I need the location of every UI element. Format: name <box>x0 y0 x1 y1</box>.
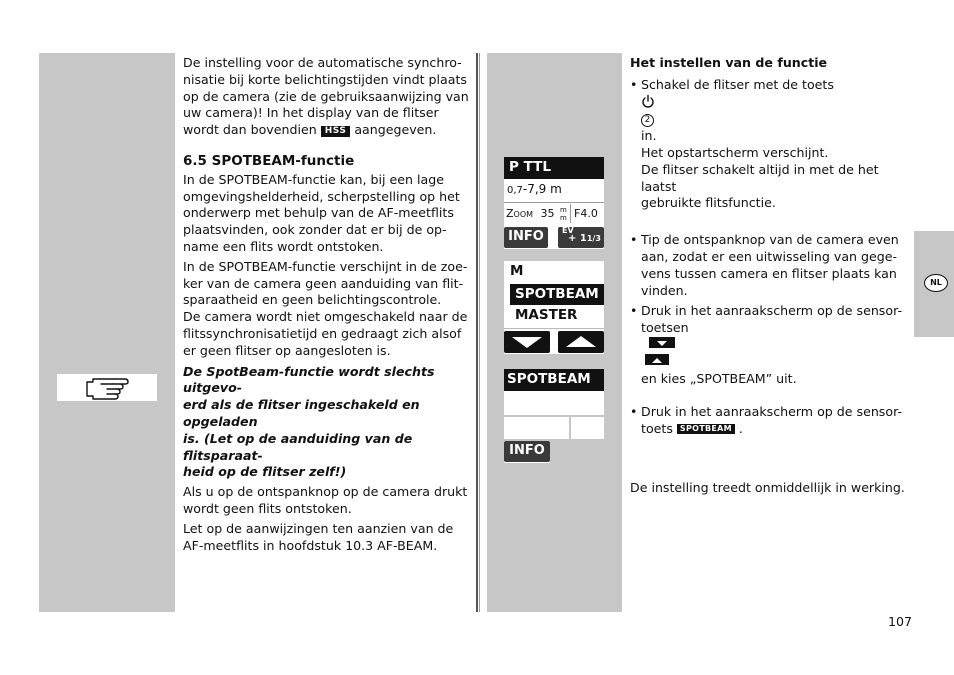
step4-text: Druk in het aanraakscherm op de sensor- toets <box>641 404 902 437</box>
step-1 <box>630 77 915 212</box>
display3-row-divider <box>504 415 604 417</box>
note-hand-icon <box>57 374 157 401</box>
info-button-spotbeam[interactable]: INFO <box>504 441 550 462</box>
paragraph-2: In de SPOTBEAM-functie verschijnt in de zoe- ker van de camera geen aanduiding van flit- sparaatheid en geen belichtingscontrole. De camera wordt niet omgeschakeld naar de flitssynchronisatietijd en gedraagt zich alsof er geen flitser op aangesloten is. <box>183 258 468 358</box>
hss-badge: HSS <box>321 126 351 137</box>
range-readout <box>507 182 562 196</box>
ev-value-main: + 1 <box>568 233 587 244</box>
triangle-up-icon <box>558 331 604 353</box>
flash-display-spotbeam <box>504 369 604 463</box>
step1-text: Schakel de flitser met de toets <box>641 76 834 92</box>
arrow-up-button[interactable] <box>558 331 604 353</box>
intro-paragraph <box>183 55 473 139</box>
flash-display-ttl <box>504 157 604 249</box>
column-divider-left <box>476 53 478 612</box>
intro-text: De instelling voor de automatische synchro- nisatie bij korte belichtingstijden vindt plaats op de camera (zie de gebruiksaanwijzing van uw camera)! In het display van de flitser wordt dan bovendien <box>183 55 469 138</box>
power-icon <box>641 94 655 108</box>
intro-text-end: aangegeven. <box>354 122 437 138</box>
paragraph-1: In de SPOTBEAM-functie kan, bij een lage omgevingshelderheid, scherpstelling op het onderwerp met behulp van de AF-meetflits plaatsvinden, ook zonder dat er bij de op- name een flits wordt ontstoken. <box>183 171 460 254</box>
page-number: 107 <box>888 614 913 629</box>
display3-col-divider <box>569 417 571 439</box>
step3-text-end: en kies „SPOTBEAM” uit. <box>641 370 797 386</box>
arrow-down-button[interactable] <box>504 331 550 353</box>
info-button[interactable]: INFO <box>504 227 548 248</box>
ev-fraction: 1/3 <box>586 234 601 243</box>
ev-button[interactable] <box>558 227 604 248</box>
step-3 <box>630 303 915 387</box>
column-divider-thin <box>479 53 480 612</box>
paragraph-4: Let op de aanwijzingen ten aanzien van de AF-meetflits in hoofdstuk 10.3 AF-BEAM. <box>183 520 454 553</box>
sensor-up-button-icon <box>645 354 669 365</box>
step1-circled-number <box>641 114 654 127</box>
note-text: De SpotBeam-functie wordt slechts uitgevo- erd als de flitser ingeschakeld en opgeladen is. (Let op de aanduiding van de flitsparaat- heid op de flitser zelf!) <box>183 363 435 480</box>
instruction-list <box>630 77 915 438</box>
zoom-value: 35 <box>540 207 555 220</box>
language-badge: NL <box>924 274 948 292</box>
aperture-value: F4.0 <box>574 207 598 220</box>
range-small: 0,7 <box>507 185 523 196</box>
triangle-down-icon <box>504 331 550 353</box>
left-text-column <box>183 55 473 554</box>
zoom-label: Zoom <box>506 207 534 220</box>
ev-value <box>568 230 601 248</box>
zoom-readout <box>506 207 555 221</box>
step3-text: Druk in het aanraakscherm op de sensor- toetsen <box>641 303 902 336</box>
step4-text-end: . <box>738 421 743 437</box>
spotbeam-badge: SPOTBEAM <box>677 424 735 434</box>
result-text: De instelling treedt onmiddellijk in werking. <box>630 479 905 495</box>
menu-item-master[interactable]: MASTER <box>515 307 578 323</box>
ev-label: EV <box>562 226 574 235</box>
section-heading: 6.5 SPOTBEAM-functie <box>183 152 355 169</box>
mode-bar: P TTL <box>504 157 604 179</box>
step-4 <box>630 404 915 438</box>
right-text-column <box>630 55 915 497</box>
menu-item-spotbeam[interactable]: SPOTBEAM <box>510 284 604 305</box>
display2-divider <box>504 328 604 329</box>
display3-bottom-gray <box>550 441 604 463</box>
range-value: -7,9 m <box>522 182 562 196</box>
menu-item-m[interactable]: M <box>510 263 524 279</box>
instructions-heading: Het instellen van de functie <box>630 55 828 70</box>
step-2: • Tip de ontspanknop van de camera even aan, zodat er een uitwisseling van gege- vens tussen camera en flitser plaats kan vinden. <box>630 232 915 299</box>
spotbeam-title-bar: SPOTBEAM <box>504 369 604 391</box>
step1-text-end: in. <box>641 128 657 144</box>
zoom-unit-bottom: m <box>560 214 567 222</box>
sensor-down-button-icon <box>649 337 675 348</box>
step1-rest: Het opstartscherm verschijnt. De flitser schakelt altijd in met de het laatst gebruikte flitsfunctie. <box>641 144 879 211</box>
flash-display-menu <box>504 261 604 354</box>
paragraph-3: Als u op de ontspanknop op de camera drukt wordt geen flits ontstoken. <box>183 484 468 516</box>
zoom-unit <box>560 206 567 222</box>
step1-number: 2 <box>644 115 651 126</box>
display1-divider <box>504 202 604 203</box>
left-margin-column <box>39 53 175 612</box>
zoom-unit-top: m <box>560 206 567 214</box>
